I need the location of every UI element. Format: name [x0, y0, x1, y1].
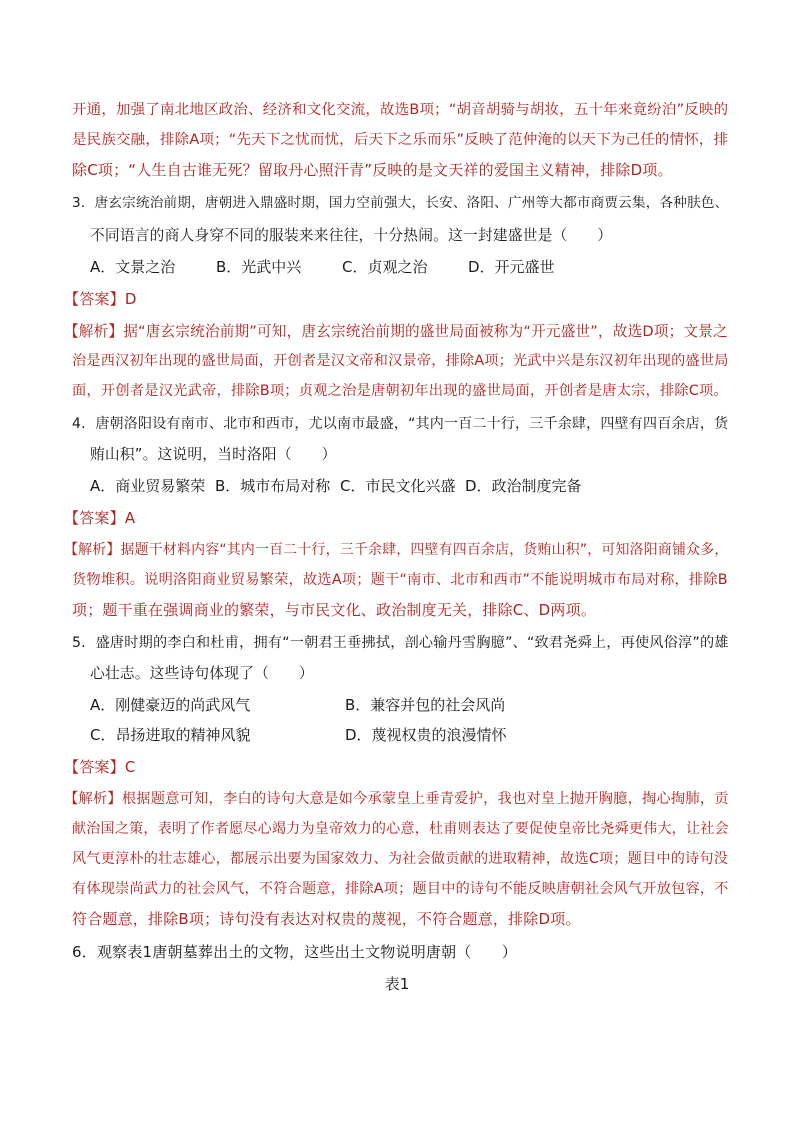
q3-answer-value: D: [124, 290, 137, 308]
q3-analysis-line-1: 【解析】据“唐玄宗统治前期”可知，唐玄宗统治前期的盛世局面被称为“开元盛世”，故选D项；文景之: [64, 323, 728, 340]
q3-stem-line-2: 不同语言的商人身穿不同的服装来来往往，十分热闹。这一封建盛世是（ ）: [90, 227, 613, 244]
q5-options-row-1: [90, 691, 505, 720]
q3-option-c[interactable]: C．贞观之治: [342, 258, 428, 276]
q3-stem-line-1: 3．唐玄宗统治前期，唐朝进入鼎盛时期，国力空前强大，长安、洛阳、广州等大都市商贾云集，各种肤色、: [72, 195, 729, 211]
q3-option-b[interactable]: B．光武中兴: [216, 258, 302, 276]
analysis-label: 【解析】: [64, 542, 121, 558]
q5-analysis-line-3: 风气更淳朴的壮志雄心，都展示出要为国家效力、为社会做贡献的进取精神，故选C项；题目中的诗句没: [72, 851, 729, 867]
q4-analysis-line-3: 项；题干重在强调商业的繁荣，与市民文化、政治制度无关，排除C、D两项。: [72, 601, 597, 619]
q5-stem-line-2: 心壮志。这些诗句体现了（ ）: [90, 665, 314, 682]
table-caption: 表1: [384, 975, 410, 993]
q5-answer: [64, 753, 714, 782]
q5-answer-value: C: [124, 758, 136, 776]
q4-option-b[interactable]: B．城市布局对称: [215, 477, 331, 495]
intro-line-1: 开通，加强了南北地区政治、经济和文化交流，故选B项；“胡音胡骑与胡妆，五十年来竟纷泊”反映的: [72, 102, 729, 118]
intro-line-3: 除C项；“人生自古谁无死？留取丹心照汗青”反映的是文天祥的爱国主义精神，排除D项。: [72, 161, 673, 179]
q4-option-a[interactable]: A．商业贸易繁荣: [90, 477, 206, 495]
q4-stem-line-1: 4．唐朝洛阳设有南市、北市和西市，尤以南市最盛，“其内一百二十行，三千余肆，四壁有四百余店，货: [72, 416, 729, 432]
intro-line-2: 是民族交融，排除A项；“先天下之忧而忧，后天下之乐而乐”反映了范仲淹的以天下为己任的情怀，排: [72, 132, 729, 148]
q4-analysis-line-1: 【解析】据题干材料内容“其内一百二十行，三千余肆，四壁有四百余店，货贿山积”，可知洛阳商铺众多，: [64, 542, 729, 558]
answer-label: 【答案】: [64, 758, 125, 776]
q4-option-d[interactable]: D．政治制度完备: [465, 477, 582, 495]
analysis-label: 【解析】: [64, 791, 122, 807]
q4-options: [90, 472, 582, 501]
q5-options-row-2: [90, 721, 507, 750]
q5-analysis-line-2: 献治国之策，表明了作者愿尽心竭力为皇帝效力的心意，杜甫则表达了要促使皇帝比尧舜更伟大，让社会: [72, 821, 729, 837]
q3-answer: [64, 285, 714, 314]
q6-stem: 6．观察表1唐朝墓葬出土的文物，这些出土文物说明唐朝（ ）: [72, 943, 518, 961]
q5-option-c[interactable]: C．昂扬进取的精神风貌: [90, 726, 251, 744]
q3-option-d[interactable]: D．开元盛世: [468, 258, 555, 276]
q4-stem-line-2: 贿山积”。这说明，当时洛阳（ ）: [90, 446, 337, 463]
q3-analysis-line-2: 治是西汉初年出现的盛世局面，开创者是汉文帝和汉景帝，排除A项；光武中兴是东汉初年出现的盛世局: [72, 353, 729, 369]
q5-option-d[interactable]: D．蔑视权贵的浪漫情怀: [345, 726, 507, 744]
q3-analysis-line-3: 面，开创者是汉光武帝，排除B项；贞观之治是唐朝初年出现的盛世局面，开创者是唐太宗，排除C项。: [72, 383, 728, 399]
q5-option-a[interactable]: A．刚健豪迈的尚武风气: [90, 696, 251, 714]
q3-option-a[interactable]: A．文景之治: [90, 258, 176, 276]
analysis-label: 【解析】: [64, 323, 124, 340]
q5-option-b[interactable]: B．兼容并包的社会风尚: [345, 696, 506, 714]
q3-options: [90, 253, 555, 282]
q5-analysis-line-4: 有体现崇尚武力的社会风气，不符合题意，排除A项；题目中的诗句不能反映唐朝社会风气开放包容，不: [72, 881, 729, 897]
q4-answer-value: A: [124, 509, 136, 527]
q5-stem-line-1: 5．盛唐时期的李白和杜甫，拥有“一朝君王垂拂拭，剖心输丹雪胸臆”、“致君尧舜上，再使风俗淳”的雄: [72, 635, 729, 651]
answer-label: 【答案】: [64, 290, 125, 308]
q5-analysis-line-5: 符合题意，排除B项；诗句没有表达对权贵的蔑视，不符合题意，排除D项。: [72, 910, 581, 928]
q5-analysis-line-1: 【解析】根据题意可知，李白的诗句大意是如今承蒙皇上垂青爱护，我也对皇上抛开胸臆，掏心掏肺，贡: [64, 791, 729, 807]
q4-analysis-line-2: 货物堆积。说明洛阳商业贸易繁荣，故选A项；题干“南市、北市和西市”不能说明城市布局对称，排除B: [72, 572, 728, 588]
answer-label: 【答案】: [64, 509, 125, 527]
q4-option-c[interactable]: C．市民文化兴盛: [340, 477, 456, 495]
q4-answer: [64, 504, 714, 533]
